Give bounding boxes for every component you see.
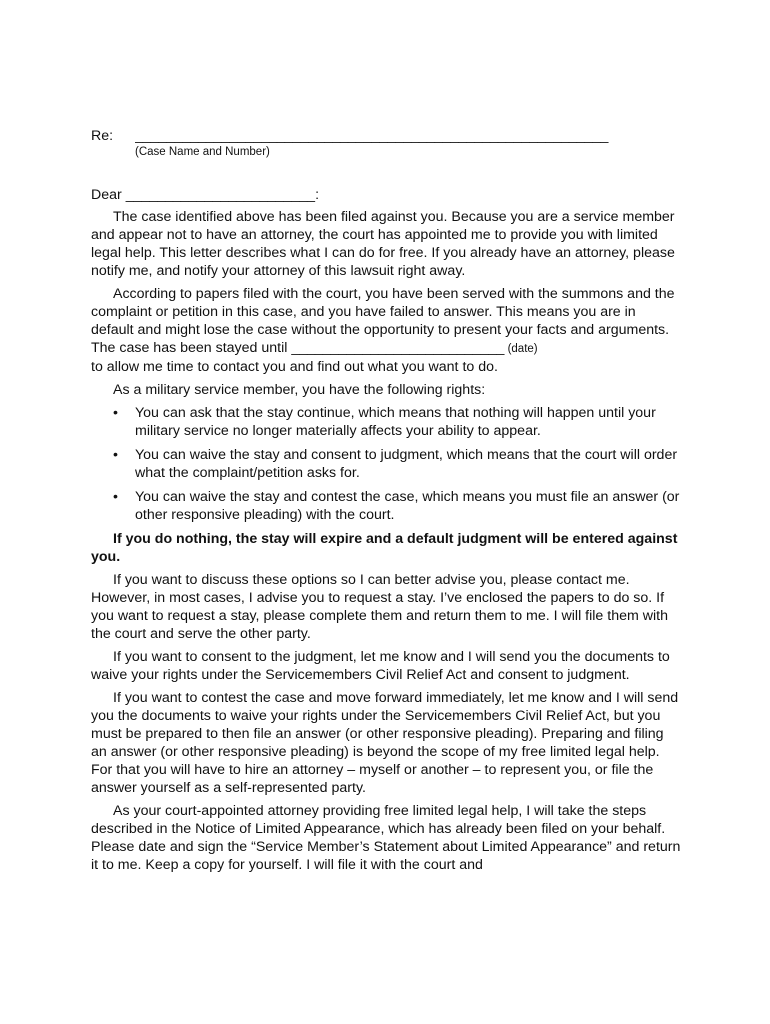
re-label: Re: bbox=[91, 128, 114, 144]
bullet-icon: • bbox=[113, 447, 118, 463]
re-line-row bbox=[91, 127, 681, 145]
list-item-text: You can ask that the stay continue, which means that nothing will happen until your military service no longer materially affects your ability to appear. bbox=[135, 405, 656, 439]
paragraph-default-end: to allow me time to contact you and find out what you want to do. bbox=[91, 359, 498, 375]
bullet-icon: • bbox=[113, 405, 118, 421]
list-item-text: You can waive the stay and consent to judgment, which means that the court will order what the complaint/petition asks for. bbox=[135, 447, 678, 481]
list-item bbox=[91, 488, 681, 524]
list-item bbox=[91, 404, 681, 440]
list-item bbox=[91, 446, 681, 482]
salutation: Dear ________________________: bbox=[91, 187, 320, 203]
rights-list bbox=[91, 404, 681, 524]
date-note: (date) bbox=[504, 343, 538, 355]
paragraph-discuss-options: If you want to discuss these options so I can better advise you, please contact me. However, in most cases, I advise you to request a stay. I’ve enclosed the papers to do so. If you want to request a stay, please complete them and return them to me. I will file them with the court and serve the other party. bbox=[91, 572, 668, 642]
paragraph-consent: If you want to consent to the judgment, let me know and I will send you the documents to waive your rights under the Servicemembers Civil Relief Act and consent to judgment. bbox=[91, 649, 670, 683]
default-warning: If you do nothing, the stay will expire and a default judgment will be entered against you. bbox=[91, 531, 678, 565]
paragraph-contest: If you want to contest the case and move forward immediately, let me know and I will send you the documents to waive your rights under the Servicemembers Civil Relief Act, but you must be prepared to then file an answer (or other responsive pleading). Preparing and filing an answer (or other responsive pleading) is beyond the scope of my free limited legal help. For that you will have to hire an attorney – myself or another – to represent you, or file the answer yourself as a self-represented party. bbox=[91, 690, 679, 796]
letter-body bbox=[91, 127, 681, 874]
paragraph-limited-appearance: As your court-appointed attorney providing free limited legal help, I will take the steps described in the Notice of Limited Appearance, which has already been filed on your behalf. Please date and sign the “Service Member’s Statement about Limited Appearance” and return it to me. Keep a copy for yourself. I will file it with the court and bbox=[91, 803, 681, 873]
case-name-blank: ____________________________________________________________ bbox=[135, 128, 609, 144]
list-item-text: You can waive the stay and contest the case, which means you must file an answer (or other responsive pleading) with the court. bbox=[135, 489, 680, 523]
bullet-icon: • bbox=[113, 489, 118, 505]
case-name-caption: (Case Name and Number) bbox=[135, 146, 270, 158]
paragraph-rights-intro: As a military service member, you have the following rights: bbox=[113, 382, 486, 398]
paragraph-default-text: According to papers filed with the court, you have been served with the summons and the complaint or petition in this case, and you have failed to answer. This means you are in default and might lose the case without the opportunity to present your facts and arguments. The case has been stayed until ___________________________ bbox=[91, 286, 675, 356]
paragraph-intro: The case identified above has been filed against you. Because you are a service member and appear not to have an attorney, the court has appointed me to provide you with limited legal help. This letter describes what I can do for free. If you already have an attorney, please notify me, and notify your attorney of this lawsuit right away. bbox=[91, 209, 675, 279]
paragraph-default bbox=[91, 285, 681, 358]
